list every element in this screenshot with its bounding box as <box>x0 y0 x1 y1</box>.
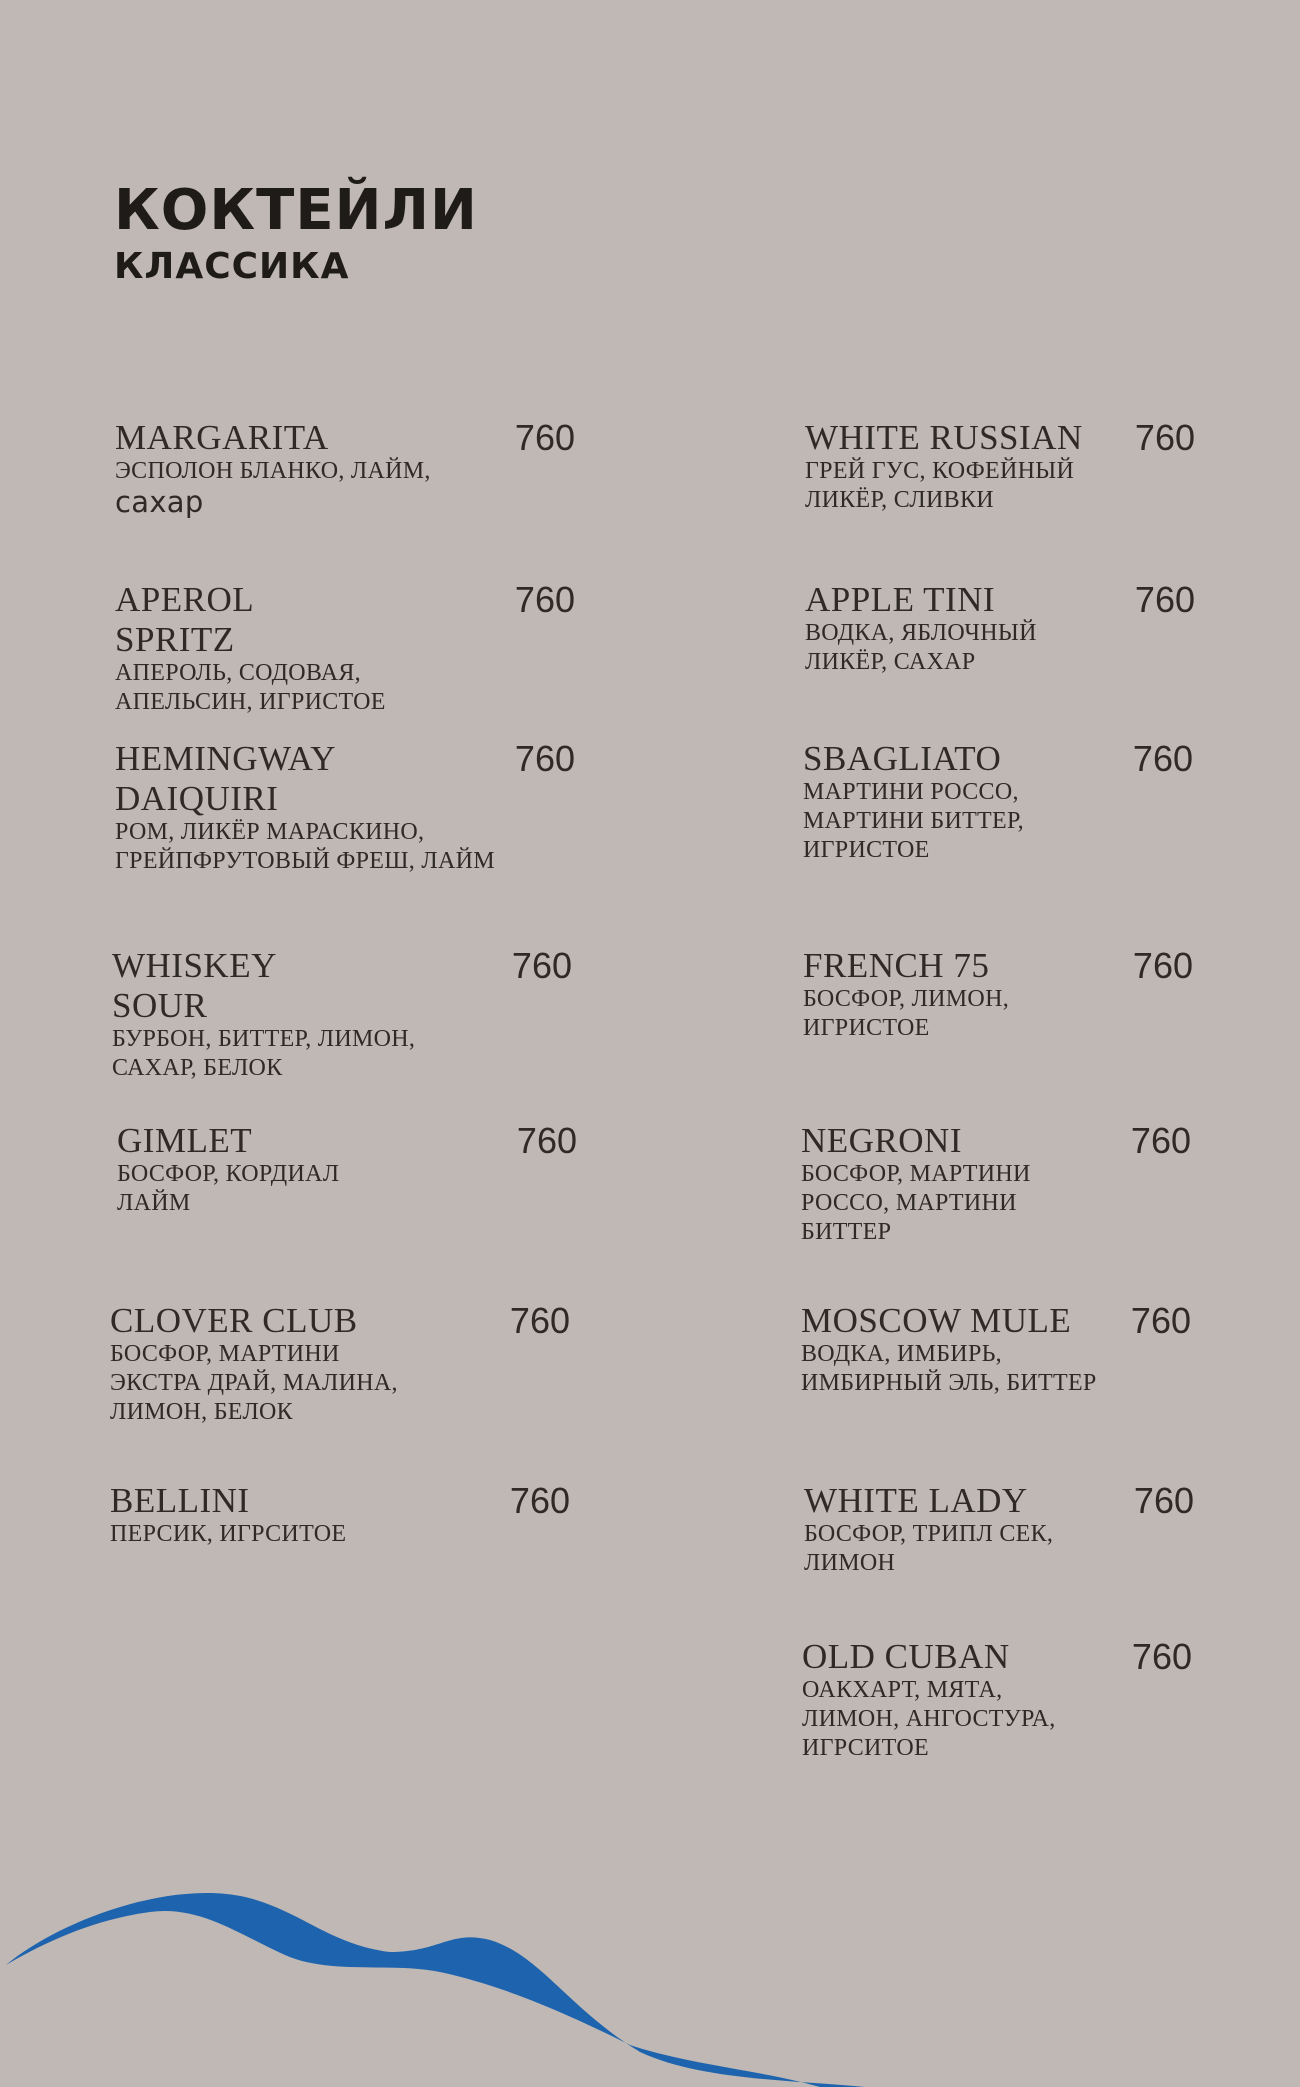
desc-line: сахар <box>115 485 204 519</box>
desc-line: ВОДКА, ИМБИРЬ, <box>801 1341 1002 1367</box>
page-subtitle: КЛАССИКА <box>114 246 350 287</box>
item-price: 760 <box>1132 945 1193 986</box>
item-price: 760 <box>1130 1120 1191 1161</box>
desc-line: БОСФОР, МАРТИНИ <box>110 1341 340 1367</box>
desc-line: ПЕРСИК, ИГРСИТОЕ <box>110 1521 347 1547</box>
item-name: NEGRONI <box>801 1121 962 1160</box>
item-price: 760 <box>1132 738 1193 779</box>
item-name: BELLINI <box>110 1481 250 1520</box>
item-name: CLOVER CLUB <box>110 1301 358 1340</box>
desc-line: БУРБОН, БИТТЕР, ЛИМОН, <box>112 1026 416 1052</box>
item-price: 760 <box>514 579 575 620</box>
item-price: 760 <box>516 1120 577 1161</box>
item-price: 760 <box>514 417 575 458</box>
desc-line: БИТТЕР <box>801 1219 892 1245</box>
desc-line: ВОДКА, ЯБЛОЧНЫЙ <box>805 620 1037 646</box>
item-price: 760 <box>511 945 572 986</box>
item-price: 760 <box>1130 1300 1191 1341</box>
wave-shape <box>6 1893 865 2087</box>
desc-line: БОСФОР, МАРТИНИ <box>801 1161 1031 1187</box>
item-name: WHITE RUSSIAN <box>805 418 1083 457</box>
desc-line: САХАР, БЕЛОК <box>112 1055 283 1081</box>
item-name: MARGARITA <box>115 418 329 457</box>
item-price: 760 <box>1134 579 1195 620</box>
desc-line: ГРЕЙПФРУТОВЫЙ ФРЕШ, ЛАЙМ <box>115 848 495 874</box>
page-title: КОКТЕЙЛИ <box>114 178 478 243</box>
desc-line: ЛИКЁР, САХАР <box>805 649 976 675</box>
desc-line: ЛИМОН, БЕЛОК <box>110 1399 293 1425</box>
item-name: SBAGLIATO <box>803 739 1002 778</box>
item-name: HEMINGWAY DAIQUIRI <box>115 739 335 818</box>
desc-line: АПЕЛЬСИН, ИГРИСТОЕ <box>115 689 386 715</box>
desc-line: БОСФОР, КОРДИАЛ <box>117 1161 340 1187</box>
desc-line: ЭКСТРА ДРАЙ, МАЛИНА, <box>110 1370 398 1396</box>
item-name: OLD CUBAN <box>802 1637 1010 1676</box>
item-price: 760 <box>509 1480 570 1521</box>
desc-line: БОСФОР, ЛИМОН, <box>803 986 1009 1012</box>
desc-line: ГРЕЙ ГУС, КОФЕЙНЫЙ <box>805 458 1075 484</box>
item-price: 760 <box>1134 417 1195 458</box>
item-price: 760 <box>1133 1480 1194 1521</box>
desc-line: ИГРИСТОЕ <box>803 837 930 863</box>
item-price: 760 <box>1131 1636 1192 1677</box>
item-name: APEROL SPRITZ <box>115 580 253 659</box>
desc-line: МАРТИНИ БИТТЕР, <box>803 808 1024 834</box>
item-price: 760 <box>509 1300 570 1341</box>
desc-line: ЛАЙМ <box>117 1190 191 1216</box>
desc-line: ОАКХАРТ, МЯТА, <box>802 1677 1003 1703</box>
desc-line: ИГРСИТОЕ <box>802 1735 929 1761</box>
desc-line: БОСФОР, ТРИПЛ СЕК, <box>804 1521 1054 1547</box>
desc-line: РОМ, ЛИКЁР МАРАСКИНО, <box>115 819 425 845</box>
item-name: WHITE LADY <box>804 1481 1028 1520</box>
desc-line: ЛИМОН, АНГОСТУРА, <box>802 1706 1056 1732</box>
item-name: FRENCH 75 <box>803 946 990 985</box>
item-name: GIMLET <box>117 1121 253 1160</box>
desc-line: ИМБИРНЫЙ ЭЛЬ, БИТТЕР <box>801 1370 1097 1396</box>
desc-line: ИГРИСТОЕ <box>803 1015 930 1041</box>
item-price: 760 <box>514 738 575 779</box>
item-name: APPLE TINI <box>805 580 996 619</box>
desc-line: МАРТИНИ РОССО, <box>803 779 1019 805</box>
desc-line: ЛИКЁР, СЛИВКИ <box>805 487 994 513</box>
desc-line: ЭСПОЛОН БЛАНКО, ЛАЙМ, <box>115 458 431 484</box>
item-name: MOSCOW MULE <box>801 1301 1072 1340</box>
item-name: WHISKEY SOUR <box>112 946 276 1025</box>
desc-line: АПЕРОЛЬ, СОДОВАЯ, <box>115 660 361 686</box>
desc-line: РОССО, МАРТИНИ <box>801 1190 1017 1216</box>
desc-line: ЛИМОН <box>804 1550 896 1576</box>
